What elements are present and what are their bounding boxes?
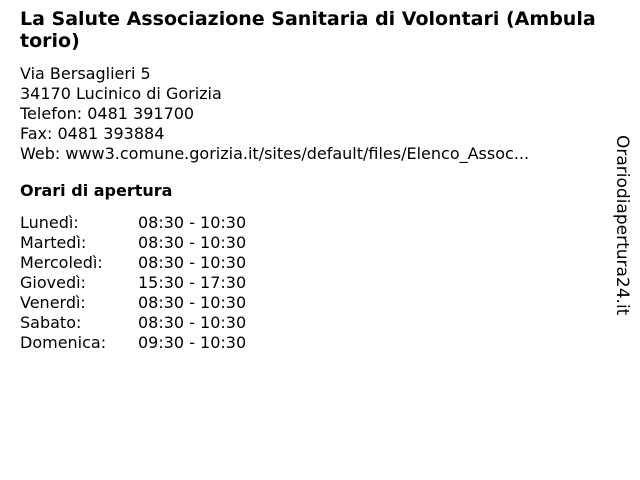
hours-row-wednesday <box>20 253 600 273</box>
opening-hours-heading: Orari di apertura <box>20 181 173 200</box>
time-range: 08:30 - 10:30 <box>138 213 247 232</box>
day-label: Domenica: <box>20 333 107 352</box>
fax-number: Fax: 0481 393884 <box>20 124 165 143</box>
address-block <box>20 64 600 164</box>
hours-row-sunday <box>20 333 600 353</box>
time-range: 09:30 - 10:30 <box>138 333 247 352</box>
day-label: Venerdì: <box>20 293 86 312</box>
time-range: 08:30 - 10:30 <box>138 313 247 332</box>
business-card <box>20 8 600 353</box>
time-range: 15:30 - 17:30 <box>138 273 247 292</box>
hours-row-thursday <box>20 273 600 293</box>
time-range: 08:30 - 10:30 <box>138 253 247 272</box>
city-address: 34170 Lucinico di Gorizia <box>20 84 222 103</box>
time-range: 08:30 - 10:30 <box>138 293 247 312</box>
website-link[interactable]: Web: www3.comune.gorizia.it/sites/default/files/Elenco_Assoc... <box>20 144 530 163</box>
site-brand-vertical: Orariodiapertura24.it <box>612 135 632 316</box>
phone-number: Telefon: 0481 391700 <box>20 104 195 123</box>
hours-row-friday <box>20 293 600 313</box>
hours-row-saturday <box>20 313 600 333</box>
street-address: Via Bersaglieri 5 <box>20 64 151 83</box>
time-range: 08:30 - 10:30 <box>138 233 247 252</box>
business-title: La Salute Associazione Sanitaria di Volontari (Ambulatorio) <box>20 8 596 52</box>
day-label: Lunedì: <box>20 213 79 232</box>
day-label: Giovedì: <box>20 273 86 292</box>
day-label: Sabato: <box>20 313 82 332</box>
opening-hours-table <box>20 213 600 353</box>
day-label: Mercoledì: <box>20 253 103 272</box>
day-label: Martedì: <box>20 233 87 252</box>
hours-row-monday <box>20 213 600 233</box>
hours-row-tuesday <box>20 233 600 253</box>
